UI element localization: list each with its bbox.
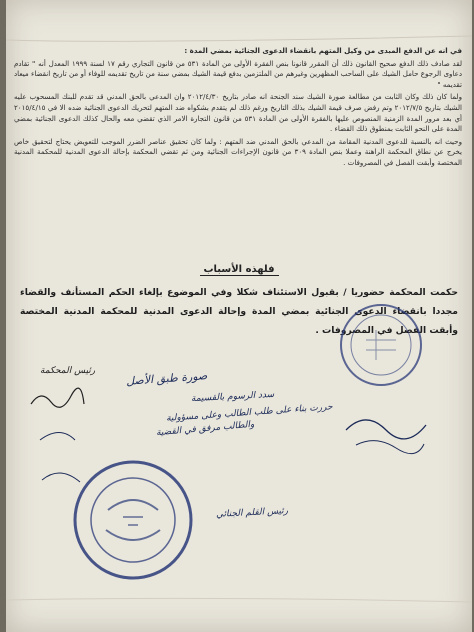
verdict-text: حكمت المحكمة حضوريا / بقبول الاستئناف شكلا وفي الموضوع بإلغاء الحكم المستأنف والقضاء مجددا بانقضاء الدعوى الجنائية بمضي المدة وإحالة الدعوى المدنية للمحكمة المدنية المختصة وأبقت الفصل في المصروفات . xyxy=(20,287,458,336)
fees-paid-note: سدد الرسوم بالقسيمة xyxy=(190,389,275,405)
request-note: حررت بناء على طلب الطالب وعلى مسؤولية xyxy=(165,402,333,424)
judgment-reasoning xyxy=(14,46,462,171)
causes-heading xyxy=(6,264,472,275)
paragraph-statute-plea: في انه عن الدفع المبدى من وكيل المتهم بانقضاء الدعوى الجنائية بمضي المدة : xyxy=(184,46,462,55)
document-page xyxy=(6,0,472,632)
margin-scribble xyxy=(30,420,90,500)
attachment-note: والطالب مرفق في القضية xyxy=(155,419,255,439)
paragraph-civil-claim: وحيث انه بالنسبة للدعوى المدنية المقامة من المدعي بالحق المدني ضد المتهم : ولما كان تحقيق عناصر الضرر الموجب للتعويض يحتاج لتحقيق خاص يخرج عن نطاق المحكمة الراهنة وعملا بنص المادة ٣٠٩ من قانون الإجراءات الجنائية ومن ثم تقضي المحكمة بإحالة الدعوى المدنية للمحكمة المدنية المختصة وأبقت الفصل في المصروفات . xyxy=(14,136,462,167)
signature-scribble-left xyxy=(26,384,86,414)
certified-copy-note: صورة طبق الأصل xyxy=(125,369,208,388)
signature-scribble-right xyxy=(336,400,436,460)
clerk-head-label: رئيس القلم الجنائي xyxy=(215,506,289,520)
court-stamp-top xyxy=(336,300,426,390)
paragraph-facts: ولما كان ذلك وكان الثابت من مطالعة صورة الشيك سند الجنحة انه صادر بتاريخ ٢٠١٢/٤/٣٠ وان المدعي بالحق المدني قد تقدم للبنك المسحوب عليه الشيك بتاريخ ٢٠١٢/٧/٥ وتم رفض صرف قيمة الشيك بذلك التاريخ ورغم ذلك لم يتقدم بشكواه ضد المتهم لتحريك الدعوى الجنائية ضده الا في ٢٠١٥/٤/١٥ أي بعد مرور المدة الزمنية المنصوص عليها بالفقرة الأولى من المادة ٥٣١ من قانون التجارة الامر الذي تقضي معه والحال كذلك الدعوى الجنائية بمضي المدة على النحو الثابت بمنطوق ذلك القضاء . xyxy=(14,92,462,134)
paragraph-legal-basis: لقد صادف ذلك الدفع صحيح القانون ذلك أن المقرر قانونا بنص الفقرة الأولى من المادة ٥٣١ من قانون التجاري رقم ١٧ لسنة ١٩٩٩ المعدل أنه " تقادم دعاوى الرجوع حامل الشيك على الساحب المظهرين وغيرهم من الملتزمين بدفع قيمة الشيك بمضي سنة من تاريخ تقديمه للوفاء أو من تاريخ انقضاء ميعاد تقديمه " xyxy=(14,58,462,89)
court-president-label: رئيس المحكمة xyxy=(40,366,96,376)
causes-heading-text: فلهذه الأسباب xyxy=(200,264,279,276)
